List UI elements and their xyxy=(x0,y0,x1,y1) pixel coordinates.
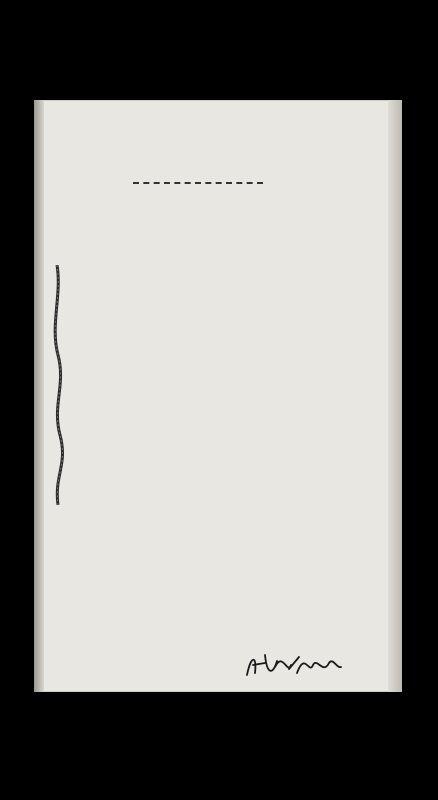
signature-image xyxy=(243,645,343,685)
page-right-edge xyxy=(388,100,402,692)
binding-string-image xyxy=(42,265,72,505)
document-page xyxy=(34,100,396,692)
title-underline xyxy=(133,182,263,184)
document-label xyxy=(240,118,246,126)
